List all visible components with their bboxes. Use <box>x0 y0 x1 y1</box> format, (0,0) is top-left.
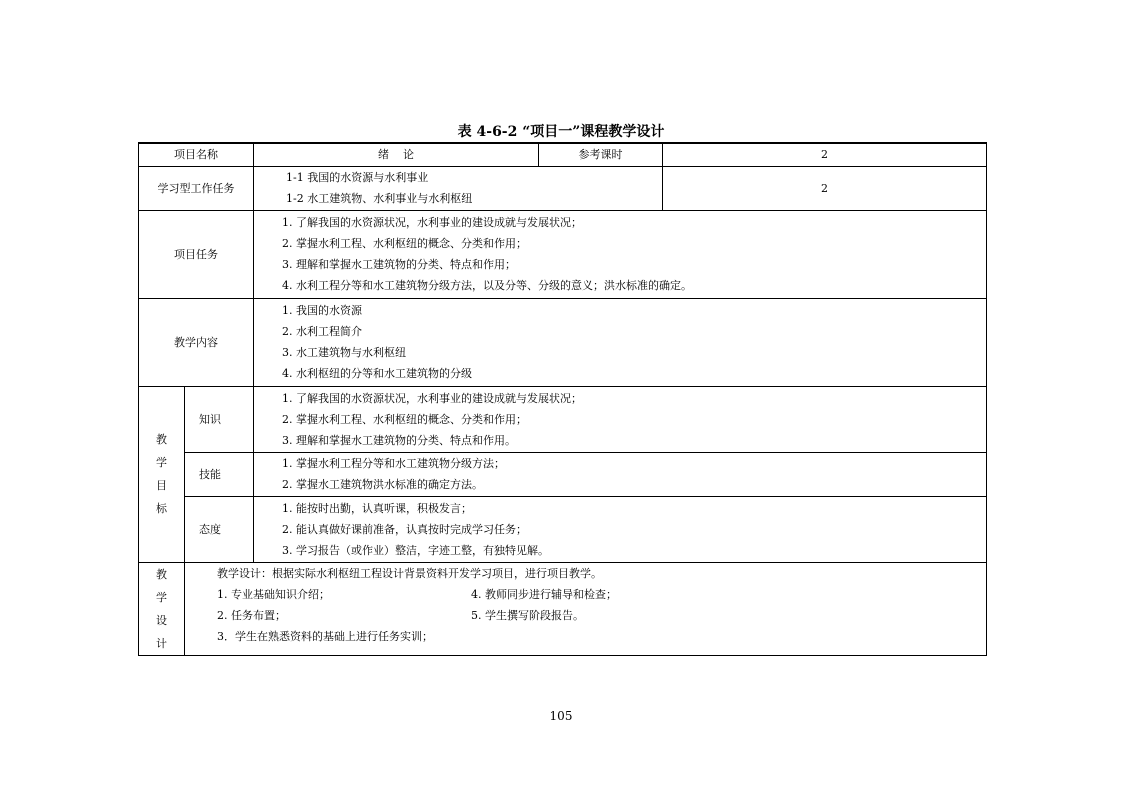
learning-task-row <box>139 166 987 210</box>
teaching-design-label <box>139 562 185 655</box>
knowledge-content <box>254 386 987 452</box>
design-step: 1. 专业基础知识介绍； <box>217 587 330 601</box>
teaching-content-cell <box>254 298 987 386</box>
goals-label-char: 教 <box>156 433 167 446</box>
project-task-item: 1. 了解我国的水资源状况，水利事业的建设成就与发展状况； <box>282 216 582 229</box>
design-step: 3．学生在熟悉资料的基础上进行任务实训； <box>217 629 433 643</box>
project-task-content <box>254 210 987 298</box>
design-intro: 教学设计：根据实际水利枢纽工程设计背景资料开发学习项目，进行项目教学。 <box>217 566 602 580</box>
project-task-label: 项目任务 <box>139 210 254 298</box>
attitude-label-text: 态度 <box>199 522 221 536</box>
skill-label <box>185 452 254 496</box>
page-number: 105 <box>549 709 573 723</box>
design-step: 5. 学生撰写阶段报告。 <box>471 608 584 622</box>
skill-item: 1. 掌握水利工程分等和水工建筑物分级方法； <box>282 457 505 470</box>
skill-content <box>254 452 987 496</box>
project-task-item: 2. 掌握水利工程、水利枢纽的概念、分类和作用； <box>282 237 527 250</box>
design-label-char: 学 <box>156 590 167 604</box>
teaching-design-content <box>185 562 987 655</box>
attitude-item: 2. 能认真做好课前准备，认真按时完成学习任务； <box>282 522 527 536</box>
teaching-goals-label <box>139 386 185 562</box>
knowledge-label-text: 知识 <box>199 412 221 426</box>
attitude-item: 1. 能按时出勤，认真听课，积极发言； <box>282 501 472 515</box>
attitude-label <box>185 496 254 562</box>
design-step: 2. 任务布置； <box>217 608 286 622</box>
goal-attitude-row <box>139 496 987 562</box>
teaching-content-row <box>139 298 987 386</box>
learning-task-content <box>254 166 663 210</box>
reference-hours-label: 参考课时 <box>539 143 663 166</box>
knowledge-item: 1. 了解我国的水资源状况，水利事业的建设成就与发展状况； <box>282 391 582 405</box>
project-name-value: 绪 论 <box>254 143 539 166</box>
goals-label-char: 目 <box>156 479 167 492</box>
project-task-row <box>139 210 987 298</box>
learning-task-label: 学习型工作任务 <box>139 166 254 210</box>
goal-knowledge-row <box>139 386 987 452</box>
goals-label-char: 标 <box>156 502 167 515</box>
project-task-item: 4. 水利工程分等和水工建筑物分级方法，以及分等、分级的意义；洪水标准的确定。 <box>282 279 692 292</box>
teaching-content-item: 1. 我国的水资源 <box>282 304 362 317</box>
knowledge-label <box>185 386 254 452</box>
table-title: 表 4-6-2 “项目一”课程教学设计 <box>457 124 665 140</box>
design-step: 4. 教师同步进行辅导和检查； <box>471 587 617 601</box>
project-name-label: 项目名称 <box>139 143 254 166</box>
teaching-content-item: 4. 水利枢纽的分等和水工建筑物的分级 <box>282 367 472 380</box>
course-design-table <box>138 142 987 656</box>
goals-label-char: 学 <box>156 456 167 469</box>
knowledge-item: 3. 理解和掌握水工建筑物的分类、特点和作用。 <box>282 433 516 447</box>
skill-item: 2. 掌握水工建筑物洪水标准的确定方法。 <box>282 478 483 491</box>
reference-hours-value: 2 <box>663 143 987 166</box>
design-label-char: 计 <box>156 636 167 650</box>
goal-skill-row <box>139 452 987 496</box>
attitude-content <box>254 496 987 562</box>
project-task-item: 3. 理解和掌握水工建筑物的分类、特点和作用； <box>282 258 516 271</box>
learning-task-item: 1-1 我国的水资源与水利事业 <box>286 171 429 184</box>
teaching-content-item: 3. 水工建筑物与水利枢纽 <box>282 346 406 359</box>
learning-task-item: 1-2 水工建筑物、水利事业与水利枢纽 <box>286 192 473 205</box>
learning-task-hours: 2 <box>663 166 987 210</box>
design-label-char: 教 <box>156 567 167 581</box>
attitude-item: 3. 学习报告（或作业）整洁，字迹工整，有独特见解。 <box>282 543 549 557</box>
skill-label-text: 技能 <box>199 467 221 481</box>
teaching-content-label: 教学内容 <box>139 298 254 386</box>
teaching-design-row <box>139 562 987 655</box>
knowledge-item: 2. 掌握水利工程、水利枢纽的概念、分类和作用； <box>282 412 527 426</box>
teaching-content-item: 2. 水利工程简介 <box>282 325 362 338</box>
design-label-char: 设 <box>156 613 167 627</box>
project-name-row <box>139 143 987 166</box>
